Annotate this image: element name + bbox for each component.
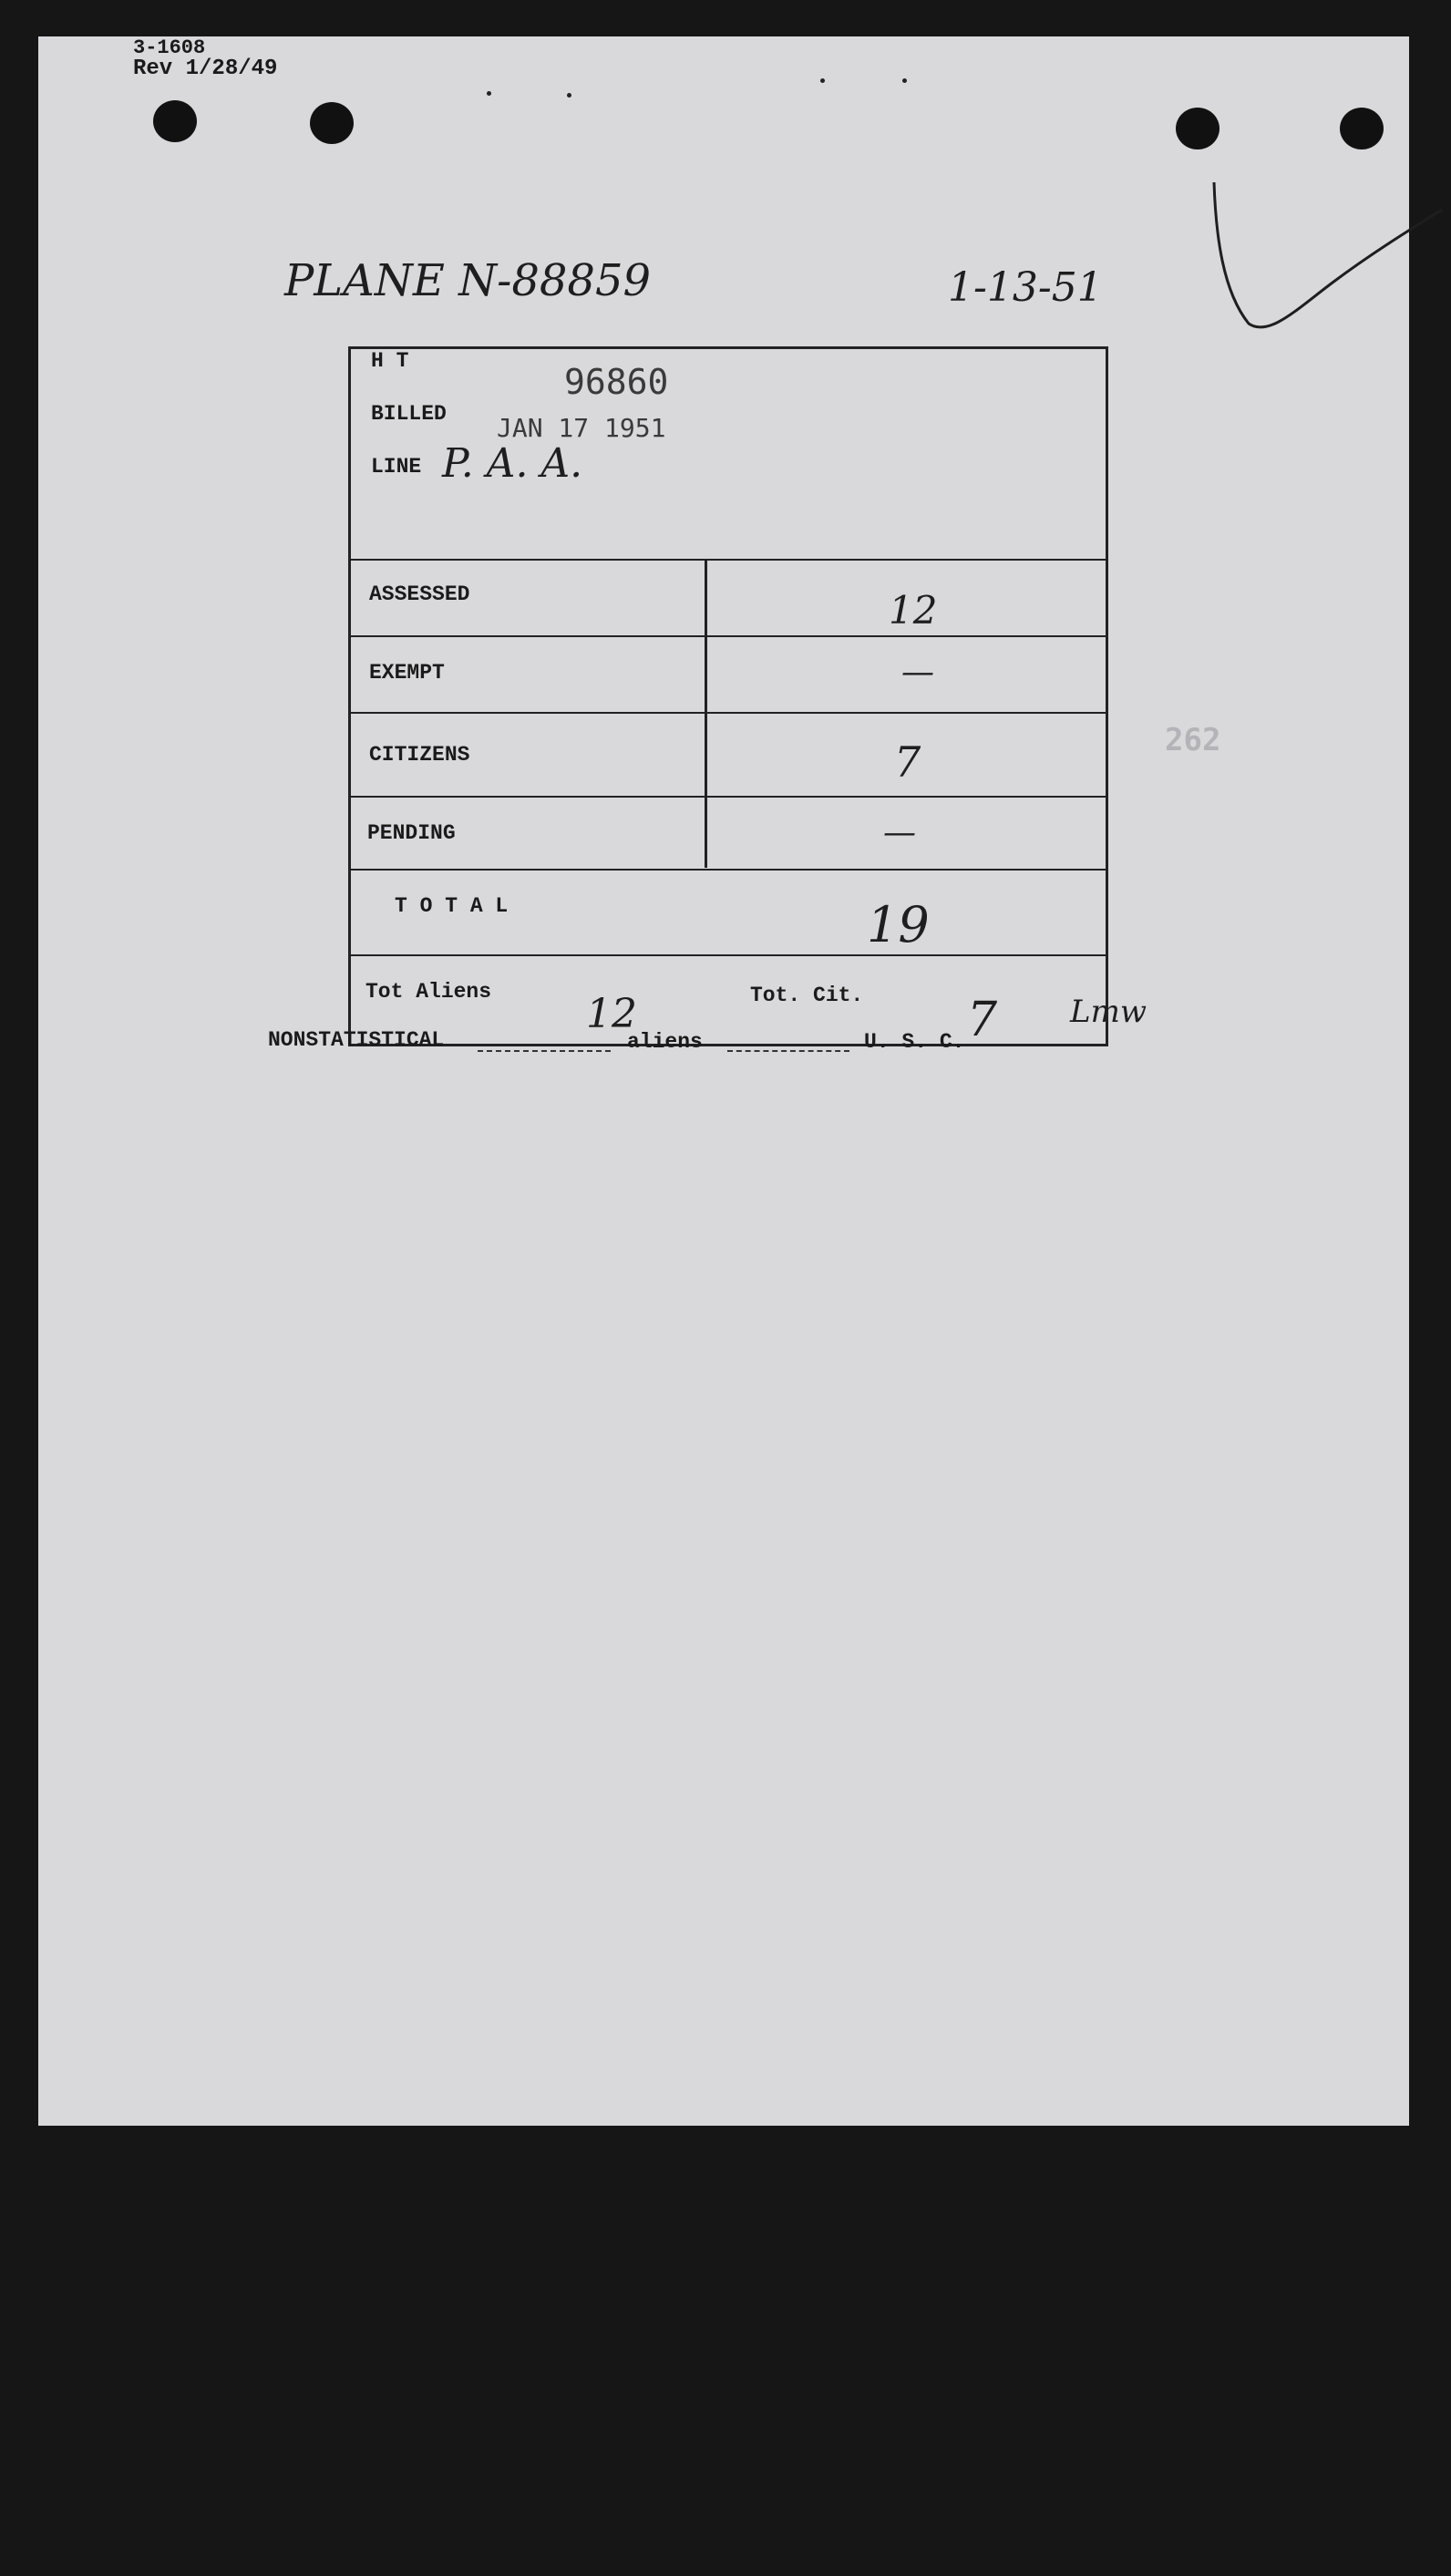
section-divider [351, 559, 1106, 561]
assessed-label: ASSESSED [369, 582, 470, 606]
nonstatistical-blank [478, 1050, 611, 1052]
tot-cit-value: 7 [967, 993, 998, 1047]
pending-value: — [883, 814, 916, 851]
line-value: P. A. A. [442, 440, 583, 487]
billed-label: BILLED [371, 402, 447, 426]
aliens-blank [727, 1050, 849, 1052]
assessed-value: 12 [889, 588, 938, 633]
punch-hole-3 [1176, 108, 1219, 149]
total-label: T O T A L [395, 894, 509, 918]
citizens-value: 7 [894, 737, 921, 787]
passenger-count-form [348, 346, 1108, 1046]
total-value: 19 [867, 896, 930, 953]
punch-hole-2 [310, 102, 354, 144]
punch-hole-1 [153, 100, 197, 142]
tot-aliens-value: 12 [586, 991, 637, 1037]
punch-hole-4 [1340, 108, 1384, 149]
speck [820, 78, 825, 83]
document-page [38, 36, 1409, 2126]
speck [902, 78, 907, 83]
initials: Lmw [1070, 994, 1147, 1030]
margin-stamp: 262 [1165, 722, 1221, 758]
tot-cit-label: Tot. Cit. [750, 984, 864, 1007]
citizens-label: CITIZENS [369, 743, 470, 767]
exempt-value: — [901, 654, 934, 691]
row-divider [351, 796, 1106, 798]
row-divider [351, 635, 1106, 637]
usc-label: U. S. C. [864, 1030, 965, 1054]
nonstatistical-label: NONSTATISTICAL [268, 1028, 445, 1052]
row-divider [351, 869, 1106, 871]
ht-number: 96860 [564, 362, 669, 402]
column-divider [705, 561, 707, 868]
speck [487, 91, 491, 96]
pending-label: PENDING [367, 821, 456, 845]
exempt-label: EXEMPT [369, 661, 445, 685]
row-divider [351, 954, 1106, 956]
ht-label: H T [371, 349, 409, 373]
form-number: 3-1608 [133, 36, 206, 59]
aliens-label: aliens [627, 1030, 703, 1054]
check-mark-icon [1168, 155, 1451, 355]
row-divider [351, 712, 1106, 714]
handwritten-date: 1-13-51 [948, 264, 1103, 311]
plane-number: PLANE N-88859 [284, 255, 652, 306]
speck [567, 93, 571, 98]
line-label: LINE [371, 455, 422, 479]
billed-date-stamp: JAN 17 1951 [497, 413, 666, 443]
tot-aliens-label: Tot Aliens [365, 980, 492, 1004]
form-revision: Rev 1/28/49 [133, 57, 278, 81]
